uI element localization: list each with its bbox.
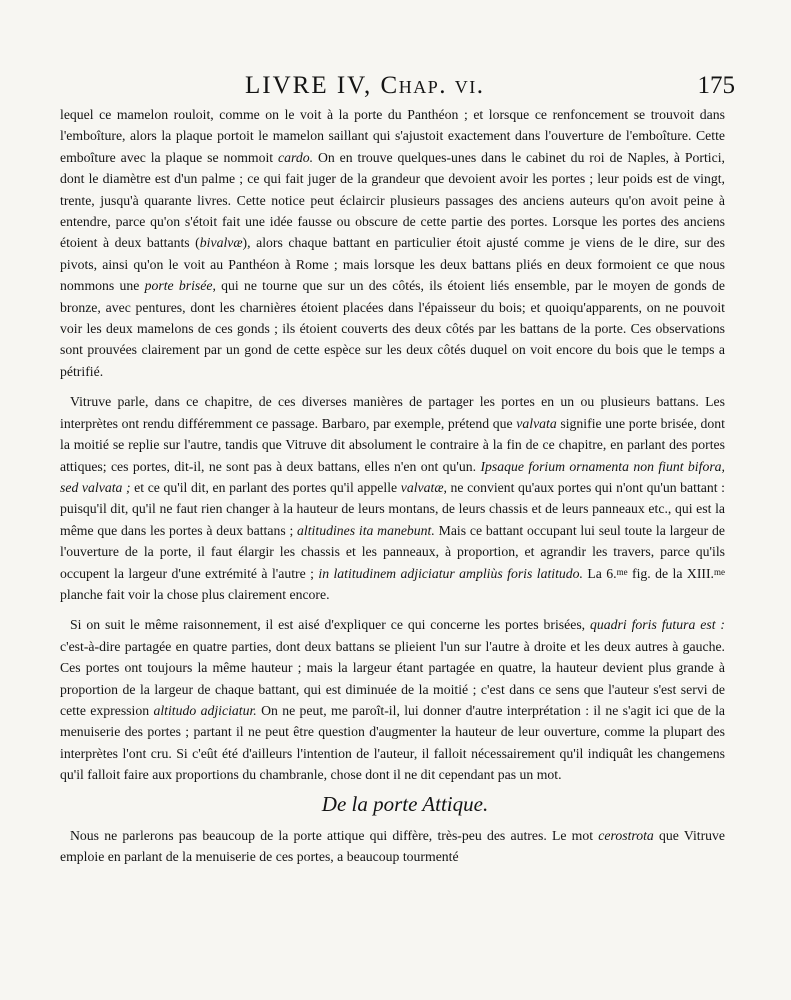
body-text [60,104,725,867]
paragraph-1-text-4: , qui ne tourne que sur un des côtés, ils étoient liés ensemble, par le moyen de gonds de bronze, avec pentures, dont les charnières étoient placées dans l'épaisseur du bois; et quoiqu'apparents, on ne pouvoit voir les deux mamelons de ces gonds ; ils étoient couverts des deux côtés par les battans de la porte. Ces observations sont prouvées clairement par un gond de cette espèce sur les deux côtés duquel on voit encore du bois que le temps a pétrifié. [60,278,725,379]
paragraph-2-text-1: Vitruve parle, dans ce chapitre, de ces diverses manières de partager les portes en un ou plusieurs battans. Les interprètes ont rendu différemment ce passage. Barbaro, par exemple, prétend que [60,394,725,431]
paragraph-2-text-3: et ce qu'il dit, en parlant des portes qu'il appelle [130,479,401,495]
running-title-book: LIVRE IV, [245,72,373,99]
paragraph-gap [60,605,725,614]
superscript-ordinal: me [714,566,725,577]
paragraph-1-text-1: lequel ce mamelon rouloit, comme on le voit à la porte du Panthéon ; et lorsque ce renfoncement se trouvoit dans l'emboîture, alors la plaque portoit le mamelon saillant qui s'ajustoit exactement dans l'ouverture de l'emboîture. Cette emboîture avec la plaque se nommoit [60,107,725,165]
paragraph-2 [60,391,725,605]
paragraph-gap [60,382,725,391]
paragraph-2-italic-4: altitudines ita manebunt. [297,522,435,538]
paragraph-1 [60,104,725,382]
paragraph-4 [60,825,725,868]
paragraph-2-text-6: La 6. [582,565,617,581]
paragraph-3-italic-2: altitudo adjiciatur. [153,702,257,718]
paragraph-1-italic-3: porte brisée [144,278,213,294]
paragraph-2-text-4: , ne convient qu'aux portes qui n'ont qu'un battant : puisqu'il dit, qu'il ne faut rien changer à la hauteur de leurs montans, de leurs chassis et de leurs panneaux etc., qui est la même que dans les portes à deux battans ; [60,479,725,538]
paragraph-2-italic-2: Ipsaque forium ornamenta non fiunt bifora, sed valvata ; [60,458,725,495]
paragraph-1-italic-2: bivalvæ [199,235,243,251]
paragraph-2-text-8: planche fait voir la chose plus clairement encore. [60,586,330,602]
paragraph-3-text-3: On ne peut, me paroît-il, lui donner d'autre interprétation : il ne s'agit ici que de la menuiserie des portes ; partant il ne peut être question d'augmenter la hauteur de leur ouverture, comme la plupart des interprètes l'ont cru. Si c'eût été d'ailleurs l'intention de l'auteur, il falloit nécessairement qu'il indiquât les changemens qu'il falloit faire aux proportions du chambranle, chose dont il ne dit cependant pas un mot. [60,702,725,783]
paragraph-4-text-2: que Vitruve emploie en parlant de la menuiserie de ces portes, a beaucoup tourmenté [60,827,726,864]
paragraph-2-text-7: fig. de la XIII. [627,565,714,581]
paragraph-3-text-1: Si on suit le même raisonnement, il est aisé d'expliquer ce qui concerne les portes brisées, [70,617,591,633]
page-number: 175 [697,72,735,99]
paragraph-4-italic-1: cerostrota [598,827,654,843]
paragraph-2-italic-3: valvatæ [400,479,444,495]
paragraph-2-text-5: Mais ce battant occupant lui seul toute la largeur de l'ouverture de la porte, il faut élargir les chassis et les panneaux, à proportion, et agrandir les travers, parce qu'ils occupent la largeur d'une extrémité à l'autre ; [60,522,725,581]
paragraph-4-text-1: Nous ne parlerons pas beaucoup de la porte attique qui diffère, très-peu des autres. Le mot [70,827,599,843]
paragraph-1-text-2: On en trouve quelques-unes dans le cabinet du roi de Naples, à Portici, dont le diamètre est d'un palme ; ce qui fait juger de la grandeur que devoient avoir les portes ; leur poids est de vingt, trente, jusqu'à quarante livres. Cette notice peut éclaircir plusieurs passages des anciens auteurs qu'on avoit peine à entendre, parce qu'on s'étoit fait une idée fausse ou obscure de cette partie des portes. Lorsque les portes des anciens étoient à deux battants ( [60,149,725,251]
superscript-ordinal: me [616,566,628,577]
paragraph-2-italic-5: in latitudinem adjiciatur ampliùs foris latitudo. [318,565,583,581]
paragraph-3 [60,614,725,785]
paragraph-1-text-3: ), alors chaque battant en particulier étoit ajusté comme je viens de le dire, sur des pivots, ainsi qu'on le voit au Panthéon à Rome ; mais lorsque les deux battans pliés en deux formoient ce que nous nommons une [60,235,725,294]
section-heading: De la porte Attique. [321,791,489,816]
paragraph-2-italic-1: valvata [516,415,557,431]
paragraph-3-text-2: c'est-à-dire partagée en quatre parties, dont deux battans se plieient l'un sur l'autre à droite et les deux autres à gauche. Ces portes ont toujours la même hauteur ; mais la largeur étant partagée en quatre, la hauteur devient plus grande à proportion de la largeur de chaque battant, qui est diminuée de la moitié ; c'est dans ce sens que l'auteur s'est servi de cette expression [60,638,725,718]
running-title-chapter: Chap. vi. [380,72,485,99]
paragraph-2-text-2: signifie une porte brisée, dont la moitié se replie sur l'autre, tandis que Vitruve dit absolument le contraire à la fin de ce chapitre, en parlant des portes attiques; ces portes, dit-il, ne sont pas à deux battans, elles n'en ont qu'un. [60,415,725,474]
paragraph-1-italic-1: cardo. [278,149,314,165]
paragraph-3-italic-1: quadri foris futura est : [590,617,726,633]
running-title [245,72,484,100]
page-header [60,72,740,100]
